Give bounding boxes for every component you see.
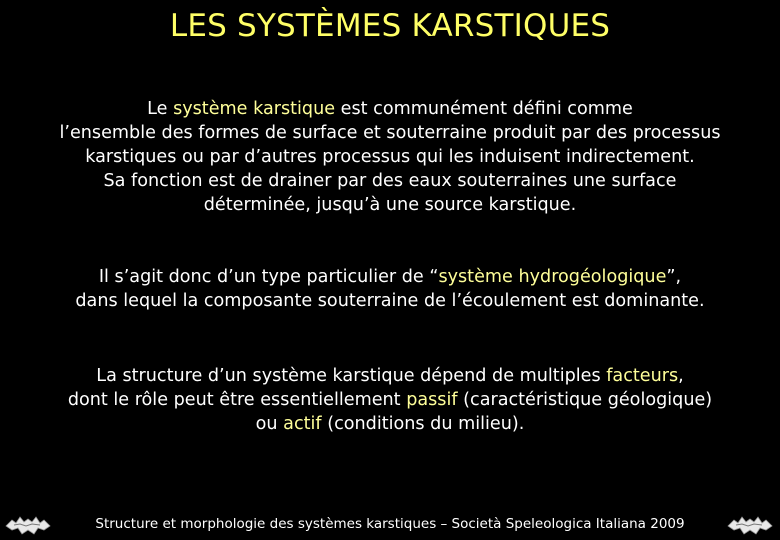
text-line: Sa fonction est de drainer par des eaux souterraines une surface — [103, 171, 677, 191]
text-line: déterminée, jusqu’à une source karstique. — [203, 195, 577, 215]
highlight-term: système karstique — [173, 99, 336, 119]
text-span: est communément défini comme — [335, 99, 633, 119]
text-line — [0, 364, 780, 388]
text-line: dans lequel la composante souterraine de l’écoulement est dominante. — [75, 291, 705, 311]
text-line: l’ensemble des formes de surface et souterraine produit par des processus — [59, 123, 721, 143]
paragraph-structure — [0, 364, 780, 436]
highlight-term: facteurs — [606, 366, 679, 386]
text-span: (conditions du milieu). — [321, 414, 525, 434]
text-span: ou — [255, 414, 284, 434]
paragraph-hydrogeology — [0, 265, 780, 313]
text-line: karstiques ou par d’autres processus qui les induisent indirectement. — [85, 147, 695, 167]
text-line — [0, 97, 780, 121]
text-span: (caractéristique géologique) — [457, 390, 713, 410]
highlight-term: actif — [283, 414, 322, 434]
highlight-term: système hydrogéologique — [438, 267, 667, 287]
text-line — [0, 412, 780, 436]
text-span: dont le rôle peut être essentiellement — [67, 390, 407, 410]
text-span: Il s’agit donc d’un type particulier de “ — [98, 267, 439, 287]
text-line — [0, 265, 780, 289]
footer-citation: Structure et morphologie des systèmes karstiques – Società Speleologica Italiana 2009 — [95, 516, 685, 532]
text-span: Le — [147, 99, 174, 119]
text-span: , — [678, 366, 684, 386]
highlight-term: passif — [406, 390, 458, 410]
text-span: La structure d’un système karstique dépend de multiples — [96, 366, 607, 386]
text-span: ”, — [666, 267, 682, 287]
paragraph-definition — [0, 97, 780, 217]
slide-title: LES SYSTÈMES KARSTIQUES — [169, 8, 611, 44]
text-line — [0, 388, 780, 412]
bat-logo-icon — [726, 512, 774, 538]
